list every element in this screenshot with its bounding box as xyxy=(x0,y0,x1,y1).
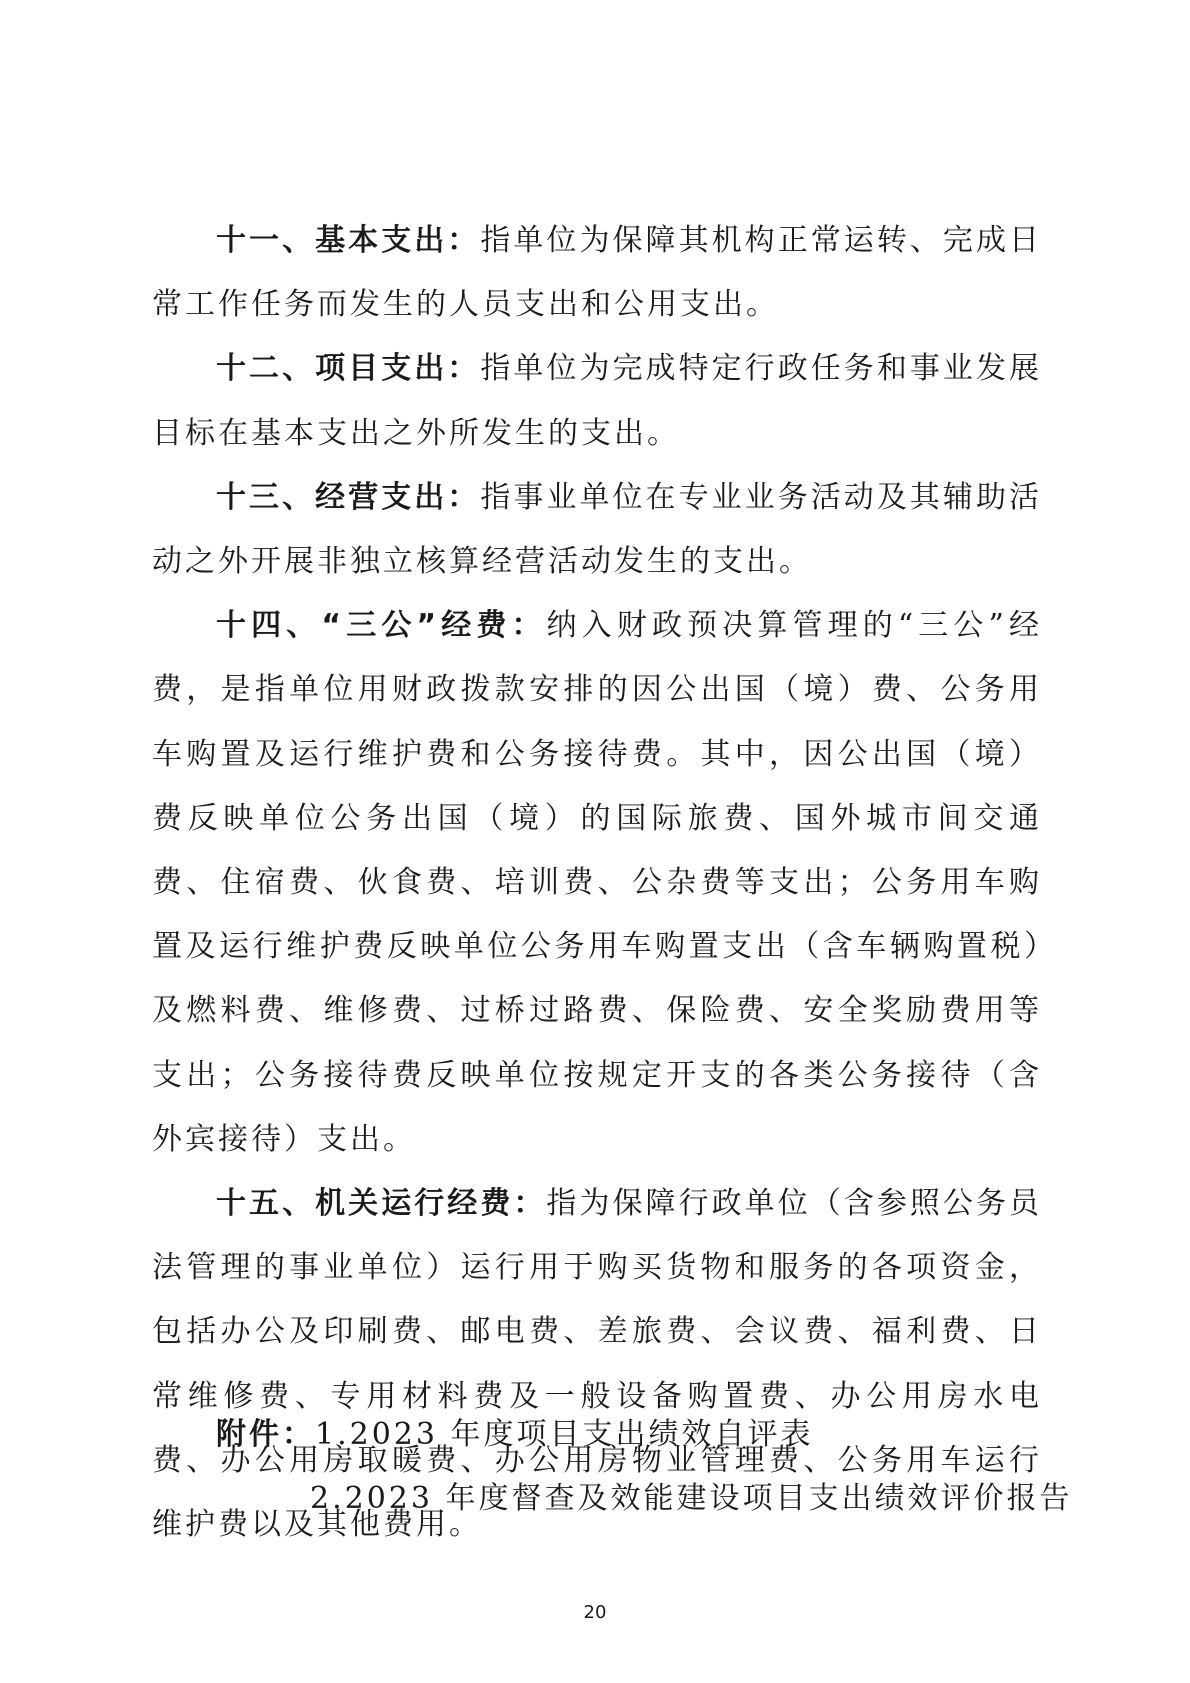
definition-text: 指单位为保障其机构正常运转、完成日常工作任务而发生的人员支出和公用支出。 xyxy=(152,223,1043,323)
definition-term: 十四、“三公”经费： xyxy=(216,608,547,644)
definition-operating-expenditure xyxy=(152,466,1042,594)
definition-project-expenditure xyxy=(152,337,1042,465)
definition-text: 纳入财政预决算管理的“三公”经费，是指单位用财政拨款安排的因公出国（境）费、公务用车购置及运行维护费和公务接待费。其中，因公出国（境）费反映单位公务出国（境）的国际旅费、国外城市间交通费、住宿费、伙食费、培训费、公杂费等支出；公务用车购置及运行维护费反映单位公务用车购置支出（含车辆购置税）及燃料费、维修费、过桥过路费、保险费、安全奖励费用等支出；公务接待费反映单位按规定开支的各类公务接待（含外宾接待）支出。 xyxy=(152,608,1042,1157)
definition-text: 指事业单位在专业业务活动及其辅助活动之外开展非独立核算经营活动发生的支出。 xyxy=(152,479,1043,580)
definition-term: 十二、项目支出： xyxy=(216,351,481,387)
definition-basic-expenditure xyxy=(152,209,1042,337)
definition-three-public-expenses xyxy=(152,594,1042,1172)
definition-term: 十三、经营支出： xyxy=(216,479,481,515)
attachment-line xyxy=(216,1467,1096,1531)
page-number: 20 xyxy=(583,1602,607,1623)
document-body xyxy=(152,209,1042,1557)
definition-term: 十一、基本支出： xyxy=(216,223,481,258)
attachment-item: 2.2023 年度督查及效能建设项目支出绩效评价报告 xyxy=(310,1481,1073,1516)
definition-text: 指单位为完成特定行政任务和事业发展目标在基本支出之外所发生的支出。 xyxy=(152,351,1043,451)
attachment-item: 1.2023 年度项目支出绩效自评表 xyxy=(315,1417,814,1452)
attachment-line xyxy=(216,1403,1096,1467)
attachments-label: 附件： xyxy=(216,1417,315,1452)
attachments-section xyxy=(216,1403,1096,1531)
definition-text: 指为保障行政单位（含参照公务员法管理的事业单位）运行用于购买货物和服务的各项资金，包括办公及印刷费、邮电费、差旅费、会议费、福利费、日常维修费、专用材料费及一般设备购置费、办公用房水电费、办公用房取暖费、办公用房物业管理费、公务用车运行维护费以及其他费用。 xyxy=(152,1186,1043,1543)
definition-term: 十五、机关运行经费： xyxy=(216,1186,547,1222)
